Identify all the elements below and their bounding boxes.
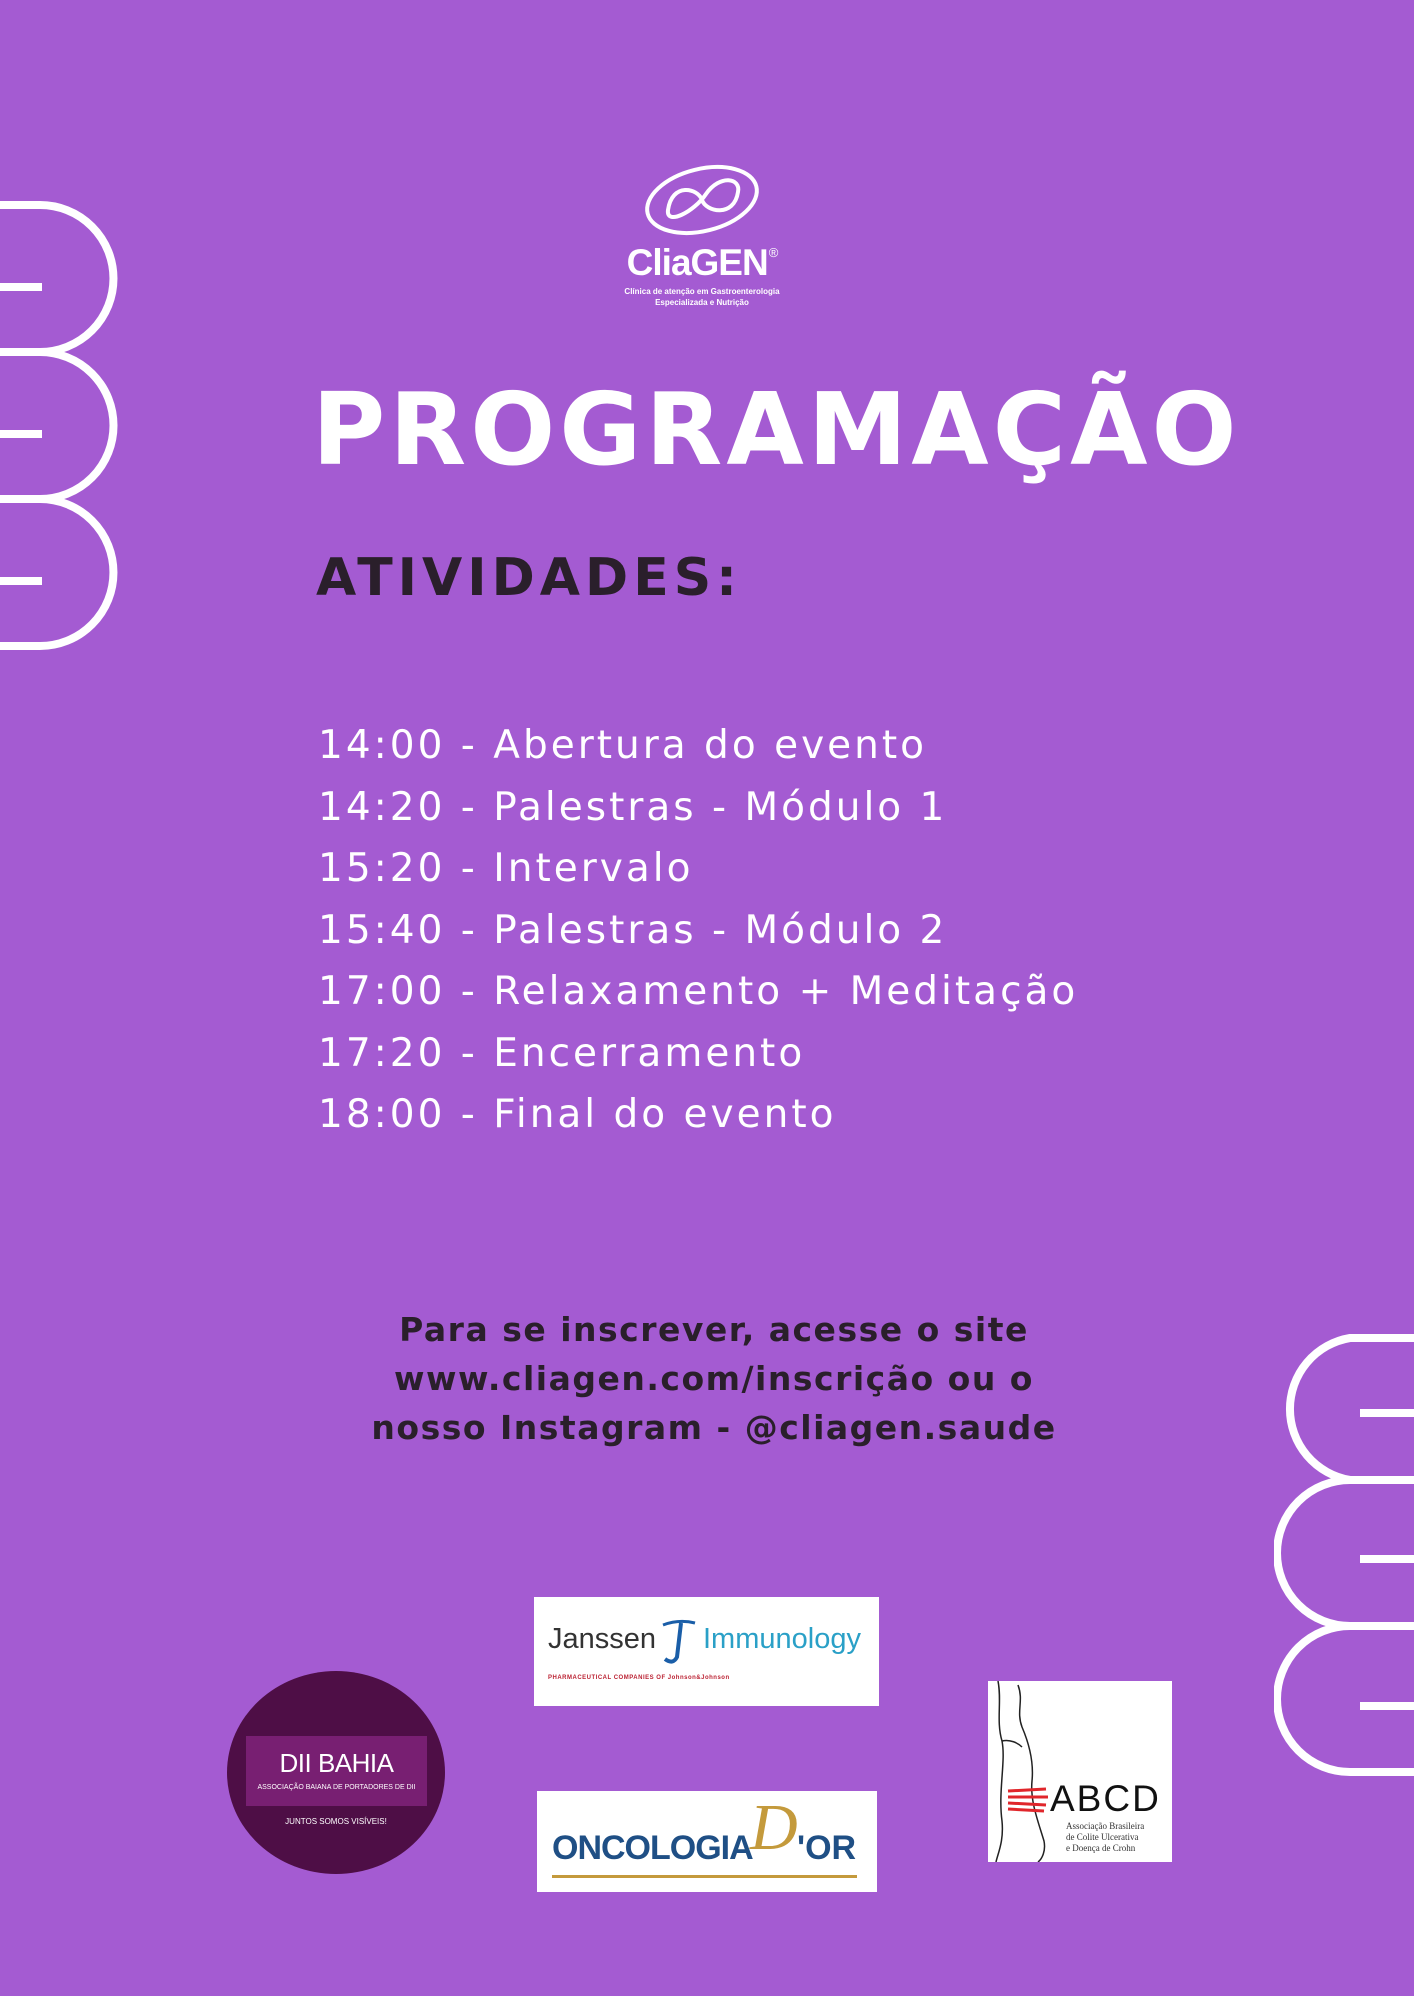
janssen-swoosh-icon bbox=[659, 1617, 699, 1667]
signup-url[interactable]: www.cliagen.com/inscrição ou o bbox=[394, 1359, 1034, 1398]
abcd-line-1: Associação Brasileira bbox=[1066, 1821, 1145, 1831]
oncologia-or-text: 'OR bbox=[797, 1829, 857, 1867]
loop-decoration-left bbox=[0, 200, 120, 662]
activities-heading: ATIVIDADES: bbox=[316, 548, 742, 608]
brand-tagline-1: Clínica de atenção em Gastroenterologia bbox=[624, 287, 780, 296]
dii-band bbox=[246, 1736, 427, 1806]
page-title: PROGRAMAÇÃO bbox=[312, 371, 1241, 488]
registered-mark: ® bbox=[768, 245, 778, 260]
oncologia-dor-logo bbox=[537, 1791, 877, 1892]
dii-motto: JUNTOS SOMOS VISÍVEIS! bbox=[285, 1817, 387, 1826]
schedule-item: 14:00 - Abertura do evento bbox=[318, 723, 928, 768]
schedule-item: 15:20 - Intervalo bbox=[318, 846, 694, 891]
janssen-immunology-logo bbox=[534, 1597, 879, 1706]
schedule-list bbox=[318, 718, 1078, 1149]
signup-instagram[interactable]: nosso Instagram - @cliagen.saude bbox=[371, 1408, 1057, 1447]
schedule-item: 17:20 - Encerramento bbox=[318, 1030, 806, 1076]
janssen-subline: PHARMACEUTICAL COMPANIES OF Johnson&Johnson bbox=[548, 1675, 730, 1681]
torso-illustration-icon bbox=[988, 1681, 1058, 1862]
schedule-item: 18:00 - Final do evento bbox=[318, 1092, 837, 1137]
dii-subtitle: ASSOCIAÇÃO BAIANA DE PORTADORES DE DII bbox=[257, 1784, 416, 1791]
brand-tagline-2: Especializada e Nutrição bbox=[655, 298, 749, 307]
oncologia-d-mark: D bbox=[750, 1791, 798, 1864]
dii-title: DII BAHIA bbox=[279, 1748, 394, 1778]
schedule-item: 17:00 - Relaxamento + Meditação bbox=[318, 969, 1079, 1014]
abcd-acronym: ABCD bbox=[1050, 1778, 1161, 1819]
oncologia-underline bbox=[552, 1875, 857, 1878]
cliagen-logo bbox=[612, 160, 792, 308]
signup-info bbox=[300, 1305, 1128, 1452]
dii-bahia-logo bbox=[227, 1671, 445, 1874]
signup-line-1: Para se inscrever, acesse o site bbox=[399, 1310, 1029, 1349]
infinity-emblem-icon bbox=[642, 160, 762, 240]
abcd-logo bbox=[988, 1681, 1172, 1862]
loop-decoration-right bbox=[1274, 1328, 1414, 1788]
schedule-item: 15:40 - Palestras - Módulo 2 bbox=[318, 907, 948, 953]
brand-name: CliaGEN bbox=[626, 242, 768, 283]
schedule-item: 14:20 - Palestras - Módulo 1 bbox=[318, 784, 948, 830]
oncologia-text: ONCOLOGIA bbox=[552, 1829, 753, 1867]
janssen-division: Immunology bbox=[703, 1623, 861, 1655]
abcd-line-3: e Doença de Crohn bbox=[1066, 1843, 1136, 1853]
abcd-line-2: de Colite Ulcerativa bbox=[1066, 1832, 1139, 1842]
janssen-name: Janssen bbox=[548, 1623, 657, 1655]
